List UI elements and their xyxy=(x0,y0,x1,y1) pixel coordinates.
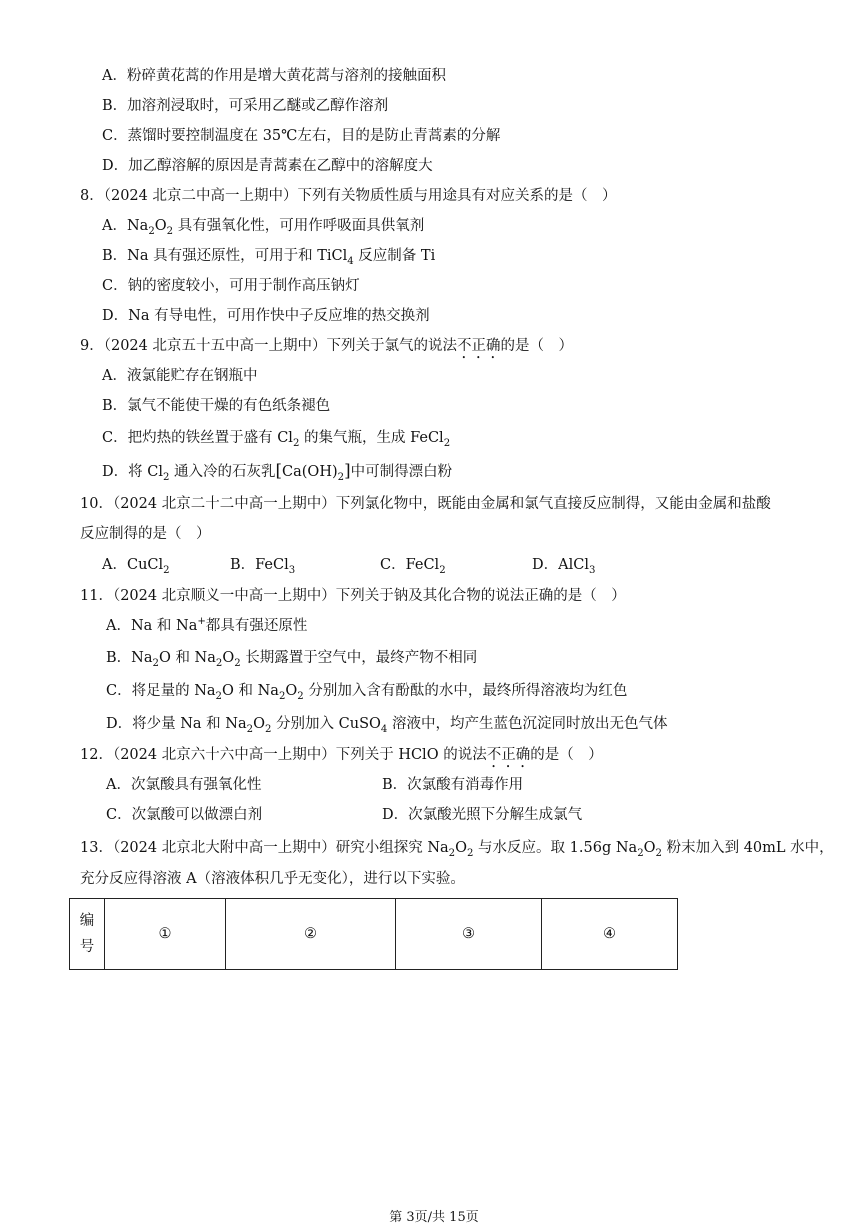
q10-option-d: D．AlCl$_3$ xyxy=(532,557,596,576)
experiment-table xyxy=(69,898,678,970)
q7-option-d: D．加乙醇溶解的原因是青蒿素在乙醇中的溶解度大 xyxy=(102,158,433,174)
q7-option-b: B．加溶剂浸取时，可采用乙醚或乙醇作溶剂 xyxy=(102,98,389,114)
q12-stem: 12．（2024 北京六十六中高一上期中）下列关于 HClO 的说法不正确的是（ ） xyxy=(80,747,603,763)
q7-option-a: A．粉碎黄花蒿的作用是增大黄花蒿与溶剂的接触面积 xyxy=(102,68,446,84)
q11-option-a: A．Na 和 Na+都具有强还原性 xyxy=(106,616,308,634)
table-col-1: ① xyxy=(105,899,226,970)
q11-stem: 11．（2024 北京顺义一中高一上期中）下列关于钠及其化合物的说法正确的是（ ） xyxy=(80,588,626,604)
page-footer: 第 3页/共 15页 xyxy=(389,1210,479,1225)
q10-stem-line1: 10．（2024 北京二十二中高一上期中）下列氯化物中，既能由金属和氯气直接反应制得，又能由金属和盐酸 xyxy=(80,496,771,512)
q8-option-c: C．钠的密度较小，可用于制作高压钠灯 xyxy=(102,278,360,294)
q10-option-a: A．CuCl$_2$ xyxy=(102,557,170,576)
q8-option-b: B．Na 具有强还原性，可用于和 TiCl$_4$ 反应制备 Ti xyxy=(102,248,436,267)
table-col-4: ④ xyxy=(542,899,678,970)
q7-option-c: C．蒸馏时要控制温度在 35℃左右，目的是防止青蒿素的分解 xyxy=(102,128,501,144)
q10-option-b: B．FeCl$_3$ xyxy=(230,557,296,576)
q11-option-d: D．将少量 Na 和 $Na_2O_2$ 分别加入 CuSO$_4$ 溶液中，均产生蓝色沉淀同时放出无色气体 xyxy=(106,716,668,735)
header-char-1: 编 xyxy=(79,913,95,929)
header-char-2: 号 xyxy=(79,939,95,955)
q11-option-b: B．$Na_2O$ 和 $Na_2O_2$ 长期露置于空气中，最终产物不相同 xyxy=(106,650,478,669)
table-col-3: ③ xyxy=(396,899,542,970)
table-row xyxy=(70,899,678,970)
q9-option-d: D．将 $Cl_2$ 通入冷的石灰乳$[Ca(OH)_2]$中可制得漂白粉 xyxy=(102,461,453,483)
q9-option-c: C．把灼热的铁丝置于盛有 $Cl_2$ 的集气瓶，生成 FeCl$_2$ xyxy=(102,430,451,449)
q13-stem-line1: 13．（2024 北京北大附中高一上期中）研究小组探究 $Na_2O_2$ 与水反应。取 1.56g $Na_2O_2$ 粉末加入到 40mL 水中， xyxy=(80,840,834,859)
q11-option-c: C．将足量的 $Na_2O$ 和 $Na_2O_2$ 分别加入含有酚酞的水中，最终所得溶液均为红色 xyxy=(106,683,628,702)
q9-option-b: B．氯气不能使干燥的有色纸条褪色 xyxy=(102,398,331,414)
q8-stem: 8．（2024 北京二中高一上期中）下列有关物质性质与用途具有对应关系的是（ ） xyxy=(80,188,617,204)
q12-option-a: A．次氯酸具有强氧化性 xyxy=(106,777,262,793)
q9-option-a: A．液氯能贮存在钢瓶中 xyxy=(102,368,258,384)
table-col-2: ② xyxy=(226,899,396,970)
q8-option-d: D．Na 有导电性，可用作快中子反应堆的热交换剂 xyxy=(102,308,430,324)
q9-stem: 9．（2024 北京五十五中高一上期中）下列关于氯气的说法不正确的是（ ） xyxy=(80,338,573,354)
q12-option-b: B．次氯酸有消毒作用 xyxy=(382,777,524,793)
table-header-number xyxy=(70,899,105,970)
q8-option-a: A．$Na_2O_2$ 具有强氧化性，可用作呼吸面具供氧剂 xyxy=(102,218,425,237)
q10-stem-line2: 反应制得的是（ ） xyxy=(80,526,211,542)
q13-stem-line2: 充分反应得溶液 A（溶液体积几乎无变化），进行以下实验。 xyxy=(80,871,465,887)
q12-option-c: C．次氯酸可以做漂白剂 xyxy=(106,807,263,823)
q10-option-c: C．FeCl$_2$ xyxy=(380,557,446,576)
q12-option-d: D．次氯酸光照下分解生成氯气 xyxy=(382,807,583,823)
